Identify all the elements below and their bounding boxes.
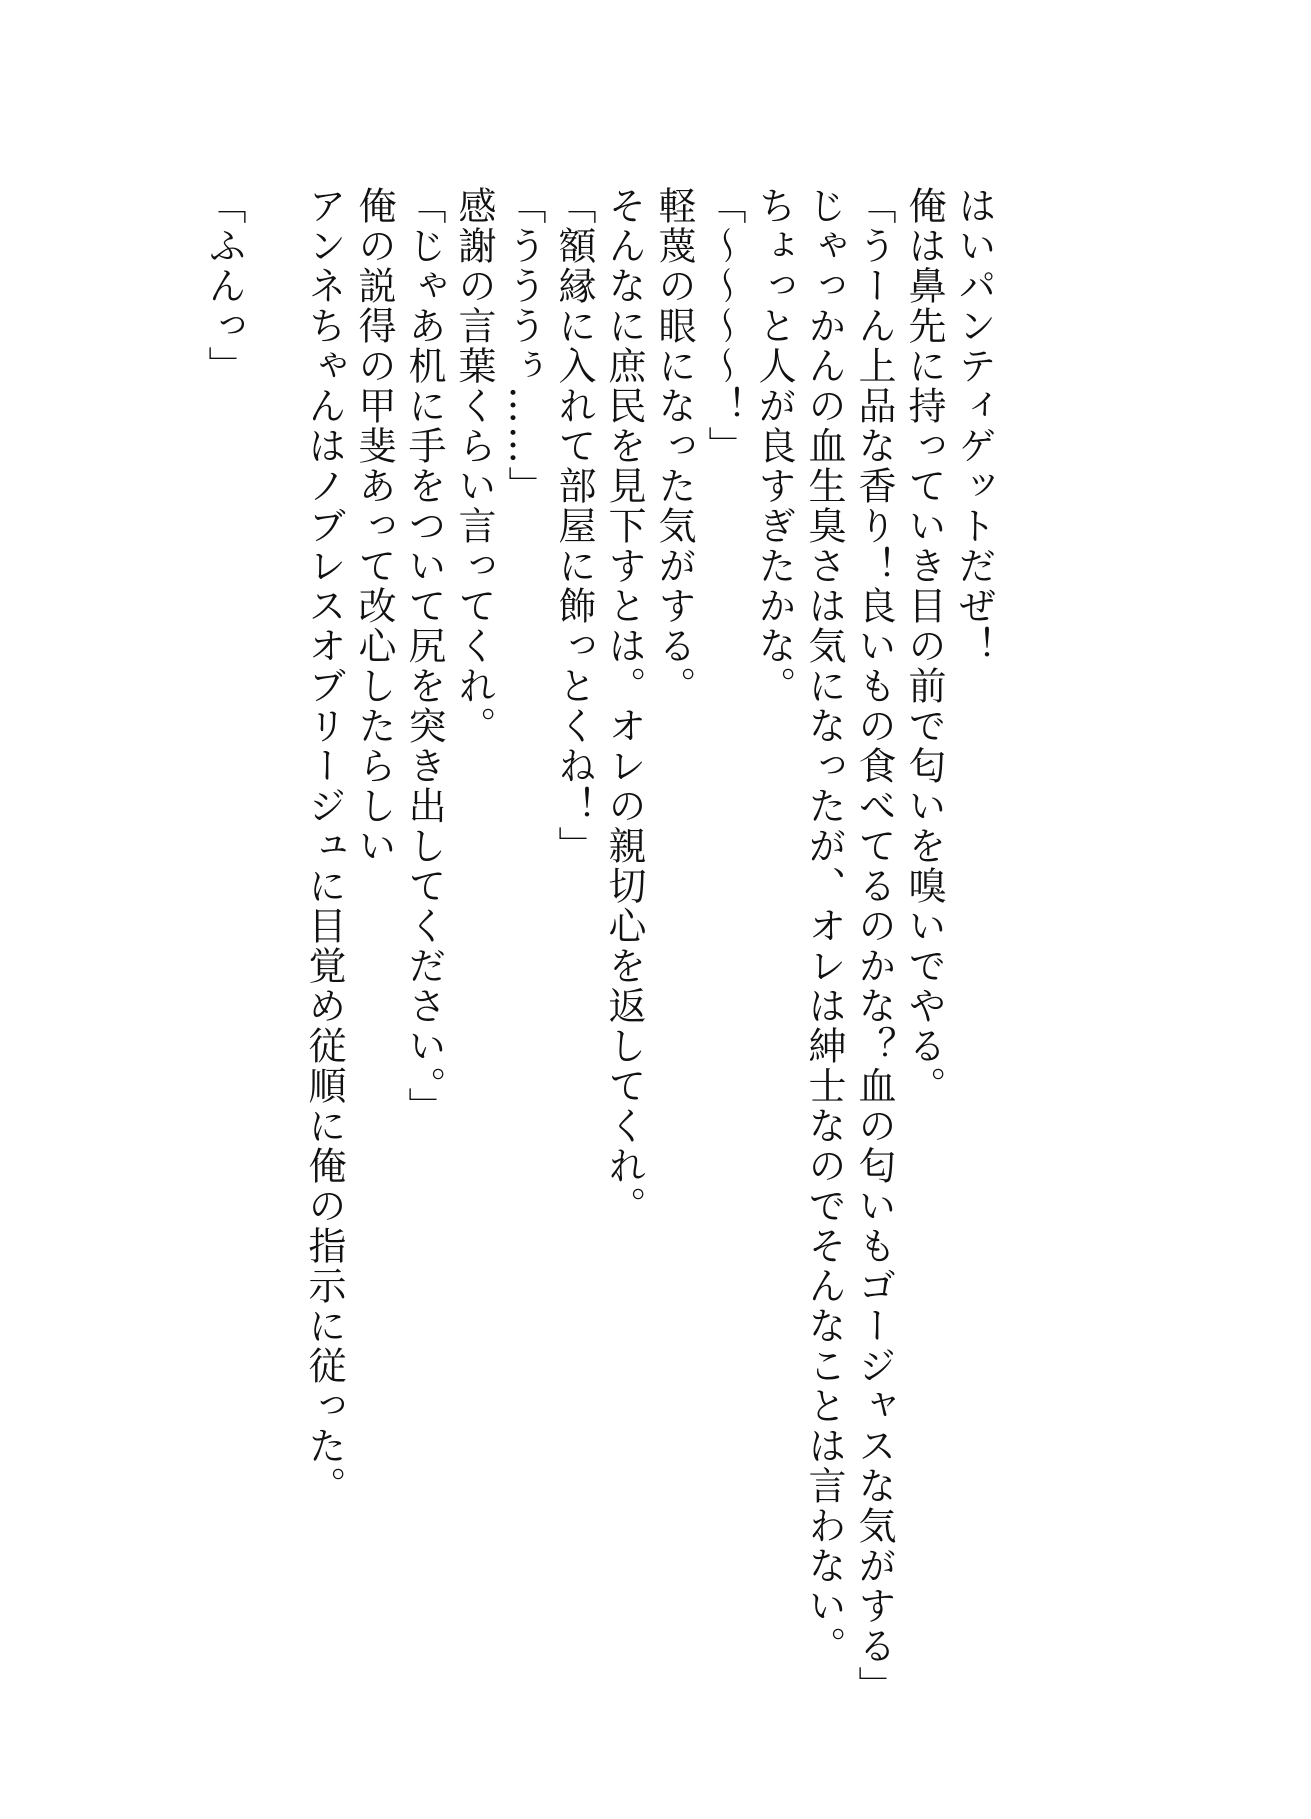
text-line: 俺は鼻先に持っていき目の前で匂いを嗅いでやる。 xyxy=(902,186,946,1106)
text-line: 軽蔑の眼になった気がする。 xyxy=(652,186,696,706)
text-line: はいパンティゲットだぜ！ xyxy=(952,186,996,666)
dialogue-line: 「じゃあ机に手をついて尻を突き出してください。」 xyxy=(402,186,446,1127)
text-line: アンネちゃんはノブレスオブリージュに目覚め従順に俺の指示に従った。 xyxy=(302,186,346,1506)
text-line: 俺の説得の甲斐あって改心したらしい xyxy=(352,186,396,866)
text-line: じゃっかんの血生臭さは気になったが、オレは紳士なのでそんなことは言わない。 xyxy=(802,186,846,1666)
text-line: そんなに庶民を見下すとは。オレの親切心を返してくれ。 xyxy=(602,186,646,1226)
dialogue-line: 「ふんっ」 xyxy=(202,186,246,386)
vertical-text-body xyxy=(199,186,999,1706)
dialogue-line: 「うううぅ……」 xyxy=(502,186,546,506)
dialogue-line: 「～～～～！」 xyxy=(702,186,746,466)
dialogue-line: 「額縁に入れて部屋に飾っとくね！」 xyxy=(552,186,596,866)
text-line: ちょっと人が良すぎたかな。 xyxy=(752,186,796,706)
text-line: 感謝の言葉くらい言ってくれ。 xyxy=(452,186,496,746)
dialogue-line: 「うーん上品な香り！良いもの食べてるのかな？血の匂いもゴージャスな気がする」 xyxy=(852,186,896,1706)
